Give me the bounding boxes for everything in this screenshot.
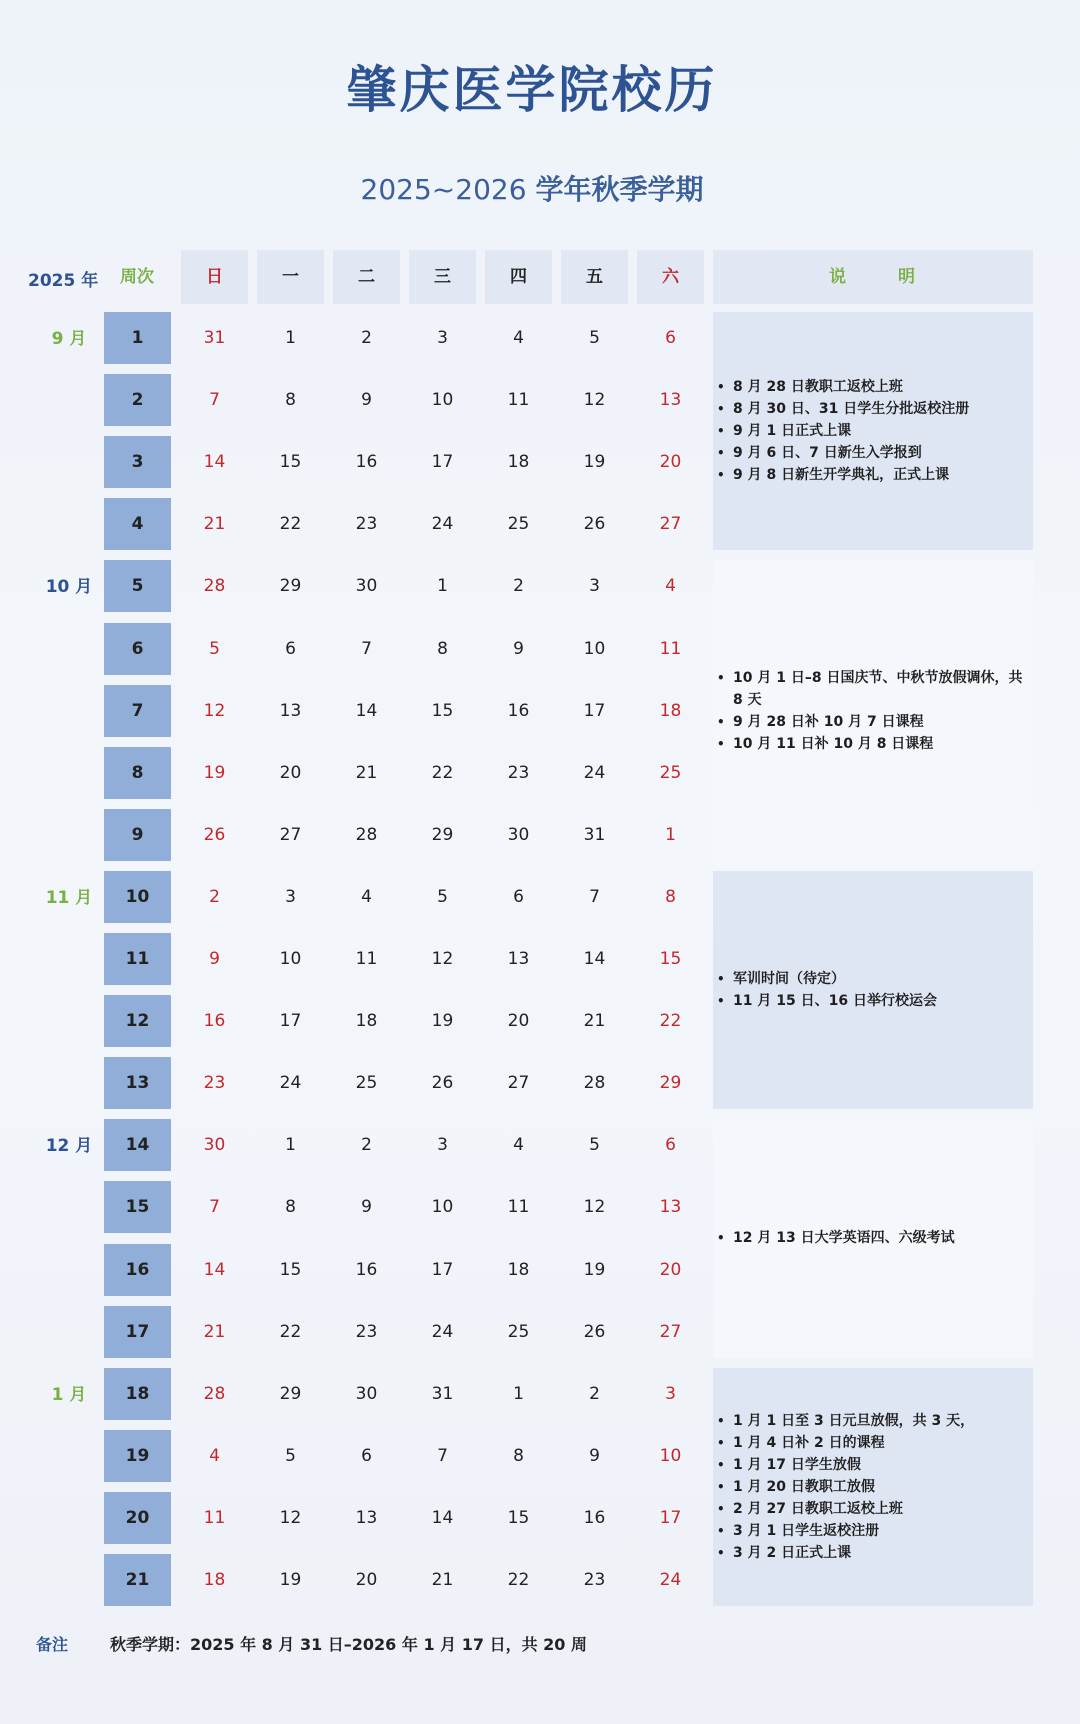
day-cell: 15 <box>507 1507 530 1528</box>
day-cell: 3 <box>437 328 448 348</box>
day-cell: 20 <box>355 1570 378 1590</box>
weekday-header-mon: 一 <box>257 250 324 304</box>
day-cell: 17 <box>431 452 454 473</box>
day-cell: 8 <box>437 638 448 659</box>
day-cell: 6 <box>361 1445 372 1466</box>
day-cell: 3 <box>589 576 600 597</box>
month-label: 11 月 <box>45 887 93 908</box>
day-cell: 4 <box>665 576 676 597</box>
day-cell: 23 <box>355 1321 378 1342</box>
day-cell: 31 <box>431 1383 454 1404</box>
day-cell: 4 <box>513 1135 524 1156</box>
day-cell: 28 <box>203 576 226 597</box>
day-cell: 12 <box>203 700 226 721</box>
day-cell: 24 <box>279 1073 302 1094</box>
week-number-cell: 11 <box>104 933 171 985</box>
month-label: 12 月 <box>45 1136 93 1157</box>
day-cell: 17 <box>431 1259 454 1280</box>
day-cell: 10 <box>659 1445 682 1466</box>
day-cell: 21 <box>431 1570 454 1590</box>
day-cell: 2 <box>209 886 220 907</box>
footer-label: 备注 <box>36 1635 69 1654</box>
day-cell: 5 <box>437 886 448 907</box>
day-cell: 14 <box>431 1507 454 1528</box>
day-cell: 10 <box>279 949 302 969</box>
week-column-header: 周次 <box>120 267 154 287</box>
day-cell: 9 <box>513 638 524 659</box>
note-item: • 8 月 28 日教职工返校上班 <box>715 376 1027 398</box>
day-cell: 2 <box>361 328 372 348</box>
day-cell: 15 <box>431 700 454 721</box>
day-cell: 10 <box>431 1197 454 1218</box>
notes-header-char-1: 说 <box>829 267 848 287</box>
day-cell: 2 <box>513 576 524 597</box>
day-cell: 11 <box>659 638 682 659</box>
day-cell: 1 <box>437 576 448 597</box>
day-cell: 13 <box>659 390 682 411</box>
day-cell: 15 <box>659 949 682 969</box>
note-item: • 9 月 6 日、7 日新生入学报到 <box>715 442 1027 464</box>
note-item: • 1 月 20 日教职工放假 <box>715 1476 1027 1498</box>
day-cell: 1 <box>513 1383 524 1404</box>
day-cell: 11 <box>355 949 378 969</box>
day-cell: 12 <box>583 1197 606 1218</box>
day-cell: 13 <box>659 1197 682 1218</box>
day-cell: 17 <box>583 700 606 721</box>
day-cell: 21 <box>583 1011 606 1032</box>
day-cell: 18 <box>659 700 682 721</box>
notes-block <box>713 871 1033 1109</box>
day-cell: 12 <box>431 949 454 969</box>
day-cell: 27 <box>279 824 302 845</box>
week-number-cell: 2 <box>104 374 171 426</box>
day-cell: 30 <box>355 1383 378 1404</box>
day-cell: 7 <box>361 638 372 659</box>
day-cell: 24 <box>431 514 454 535</box>
day-cell: 23 <box>583 1570 606 1590</box>
note-item: • 9 月 28 日补 10 月 7 日课程 <box>715 711 1027 733</box>
week-number-cell: 3 <box>104 436 171 488</box>
day-cell: 14 <box>355 700 378 721</box>
day-cell: 22 <box>279 514 302 535</box>
day-cell: 2 <box>589 1383 600 1404</box>
note-item: • 11 月 15 日、16 日举行校运会 <box>715 990 1027 1012</box>
day-cell: 3 <box>285 886 296 907</box>
week-number-cell: 8 <box>104 747 171 799</box>
week-number-cell: 12 <box>104 995 171 1047</box>
notes-column-header <box>713 250 1033 304</box>
day-cell: 16 <box>355 452 378 473</box>
subtitle-years: 2025~2026 <box>360 173 527 206</box>
day-cell: 22 <box>507 1570 530 1590</box>
note-item: • 9 月 8 日新生开学典礼，正式上课 <box>715 464 1027 486</box>
week-number-cell: 10 <box>104 871 171 923</box>
subtitle-semester: 学年秋季学期 <box>535 173 704 206</box>
day-cell: 8 <box>285 390 296 411</box>
day-cell: 27 <box>659 514 682 535</box>
page-subtitle <box>0 168 1064 208</box>
day-cell: 16 <box>583 1507 606 1528</box>
week-number-cell: 18 <box>104 1368 171 1420</box>
day-cell: 1 <box>285 328 296 348</box>
notes-block <box>713 560 1033 860</box>
weekday-header-sat: 六 <box>637 250 704 304</box>
day-cell: 2 <box>361 1135 372 1156</box>
month-label: 9 月 <box>51 329 87 349</box>
day-cell: 5 <box>209 638 220 659</box>
day-cell: 16 <box>507 700 530 721</box>
day-cell: 6 <box>285 638 296 659</box>
day-cell: 11 <box>507 390 530 411</box>
week-number-cell: 9 <box>104 809 171 861</box>
day-cell: 26 <box>203 824 226 845</box>
day-cell: 26 <box>431 1073 454 1094</box>
day-cell: 10 <box>431 390 454 411</box>
day-cell: 20 <box>659 1259 682 1280</box>
week-number-cell: 1 <box>104 312 171 364</box>
weekday-header-sun: 日 <box>181 250 248 304</box>
day-cell: 13 <box>279 700 302 721</box>
day-cell: 29 <box>431 824 454 845</box>
month-label: 10 月 <box>45 577 93 598</box>
day-cell: 26 <box>583 514 606 535</box>
day-cell: 11 <box>507 1197 530 1218</box>
day-cell: 3 <box>665 1383 676 1404</box>
day-cell: 19 <box>431 1011 454 1032</box>
week-number-cell: 21 <box>104 1554 171 1606</box>
day-cell: 4 <box>361 886 372 907</box>
day-cell: 24 <box>659 1570 682 1590</box>
notes-block <box>713 1368 1033 1606</box>
day-cell: 1 <box>285 1135 296 1156</box>
weekday-header-wed: 三 <box>409 250 476 304</box>
day-cell: 14 <box>203 452 226 473</box>
note-item: • 3 月 2 日正式上课 <box>715 1542 1027 1564</box>
day-cell: 30 <box>507 824 530 845</box>
day-cell: 7 <box>589 886 600 907</box>
day-cell: 9 <box>361 1197 372 1218</box>
note-item: • 9 月 1 日正式上课 <box>715 420 1027 442</box>
day-cell: 31 <box>203 328 226 348</box>
day-cell: 8 <box>665 886 676 907</box>
day-cell: 19 <box>279 1570 302 1590</box>
day-cell: 17 <box>659 1507 682 1528</box>
day-cell: 21 <box>203 514 226 535</box>
day-cell: 8 <box>513 1445 524 1466</box>
day-cell: 25 <box>507 1321 530 1342</box>
day-cell: 4 <box>513 328 524 348</box>
day-cell: 9 <box>209 949 220 969</box>
day-cell: 30 <box>355 576 378 597</box>
day-cell: 26 <box>583 1321 606 1342</box>
day-cell: 6 <box>665 1135 676 1156</box>
day-cell: 11 <box>203 1507 226 1528</box>
day-cell: 29 <box>659 1073 682 1094</box>
day-cell: 28 <box>355 824 378 845</box>
day-cell: 19 <box>583 452 606 473</box>
week-number-cell: 20 <box>104 1492 171 1544</box>
day-cell: 22 <box>659 1011 682 1032</box>
day-cell: 20 <box>279 762 302 783</box>
day-cell: 28 <box>203 1383 226 1404</box>
day-cell: 31 <box>583 824 606 845</box>
day-cell: 19 <box>203 762 226 783</box>
day-cell: 24 <box>583 762 606 783</box>
week-number-cell: 6 <box>104 623 171 675</box>
week-number-cell: 4 <box>104 498 171 550</box>
day-cell: 16 <box>203 1011 226 1032</box>
day-cell: 23 <box>203 1073 226 1094</box>
note-item: • 3 月 1 日学生返校注册 <box>715 1520 1027 1542</box>
note-item: • 12 月 13 日大学英语四、六级考试 <box>715 1227 1027 1249</box>
day-cell: 6 <box>513 886 524 907</box>
day-cell: 1 <box>665 824 676 845</box>
day-cell: 9 <box>361 390 372 411</box>
day-cell: 23 <box>355 514 378 535</box>
weekday-header-tue: 二 <box>333 250 400 304</box>
day-cell: 16 <box>355 1259 378 1280</box>
month-label: 1 月 <box>51 1384 87 1405</box>
day-cell: 18 <box>507 1259 530 1280</box>
day-cell: 15 <box>279 1259 302 1280</box>
day-cell: 17 <box>279 1011 302 1032</box>
day-cell: 30 <box>203 1135 226 1156</box>
day-cell: 14 <box>583 949 606 969</box>
weekday-header-fri: 五 <box>561 250 628 304</box>
week-number-cell: 7 <box>104 685 171 737</box>
day-cell: 21 <box>203 1321 226 1342</box>
day-cell: 13 <box>507 949 530 969</box>
week-number-cell: 15 <box>104 1181 171 1233</box>
page-title: 肇庆医学院校历 <box>346 61 718 119</box>
weekday-header-thu: 四 <box>485 250 552 304</box>
day-cell: 27 <box>659 1321 682 1342</box>
day-cell: 12 <box>583 390 606 411</box>
day-cell: 19 <box>583 1259 606 1280</box>
day-cell: 13 <box>355 1507 378 1528</box>
day-cell: 25 <box>659 762 682 783</box>
day-cell: 15 <box>279 452 302 473</box>
week-number-cell: 19 <box>104 1430 171 1482</box>
day-cell: 25 <box>507 514 530 535</box>
week-number-cell: 16 <box>104 1244 171 1296</box>
day-cell: 18 <box>507 452 530 473</box>
day-cell: 14 <box>203 1259 226 1280</box>
day-cell: 10 <box>583 638 606 659</box>
note-item: • 8 月 30 日、31 日学生分批返校注册 <box>715 398 1027 420</box>
day-cell: 29 <box>279 576 302 597</box>
day-cell: 28 <box>583 1073 606 1094</box>
week-number-cell: 17 <box>104 1306 171 1358</box>
footer-text: 秋季学期：2025 年 8 月 31 日–2026 年 1 月 17 日，共 20 周 <box>110 1635 587 1654</box>
year-label: 2025 年 <box>28 271 99 291</box>
day-cell: 22 <box>279 1321 302 1342</box>
day-cell: 7 <box>209 390 220 411</box>
day-cell: 24 <box>431 1321 454 1342</box>
note-item: • 军训时间（待定） <box>715 968 1027 990</box>
week-number-cell: 13 <box>104 1057 171 1109</box>
note-item: • 10 月 1 日–8 日国庆节、中秋节放假调休，共 8 天 <box>715 667 1027 711</box>
day-cell: 9 <box>589 1445 600 1466</box>
day-cell: 4 <box>209 1445 220 1466</box>
day-cell: 12 <box>279 1507 302 1528</box>
day-cell: 7 <box>209 1197 220 1218</box>
day-cell: 22 <box>431 762 454 783</box>
day-cell: 3 <box>437 1135 448 1156</box>
day-cell: 6 <box>665 328 676 348</box>
day-cell: 29 <box>279 1383 302 1404</box>
note-item: • 2 月 27 日教职工返校上班 <box>715 1498 1027 1520</box>
day-cell: 27 <box>507 1073 530 1094</box>
notes-block <box>713 312 1033 550</box>
note-item: • 1 月 17 日学生放假 <box>715 1454 1027 1476</box>
notes-block <box>713 1119 1033 1357</box>
week-number-cell: 14 <box>104 1119 171 1171</box>
day-cell: 20 <box>659 452 682 473</box>
day-cell: 5 <box>589 1135 600 1156</box>
day-cell: 7 <box>437 1445 448 1466</box>
day-cell: 23 <box>507 762 530 783</box>
day-cell: 18 <box>203 1570 226 1590</box>
note-item: • 1 月 1 日至 3 日元旦放假，共 3 天， <box>715 1410 1027 1432</box>
day-cell: 21 <box>355 762 378 783</box>
day-cell: 25 <box>355 1073 378 1094</box>
day-cell: 20 <box>507 1011 530 1032</box>
day-cell: 5 <box>589 328 600 348</box>
day-cell: 18 <box>355 1011 378 1032</box>
day-cell: 8 <box>285 1197 296 1218</box>
note-item: • 10 月 11 日补 10 月 8 日课程 <box>715 733 1027 755</box>
note-item: • 1 月 4 日补 2 日的课程 <box>715 1432 1027 1454</box>
week-number-cell: 5 <box>104 560 171 612</box>
day-cell: 5 <box>285 1445 296 1466</box>
notes-header-char-2: 明 <box>898 267 917 287</box>
